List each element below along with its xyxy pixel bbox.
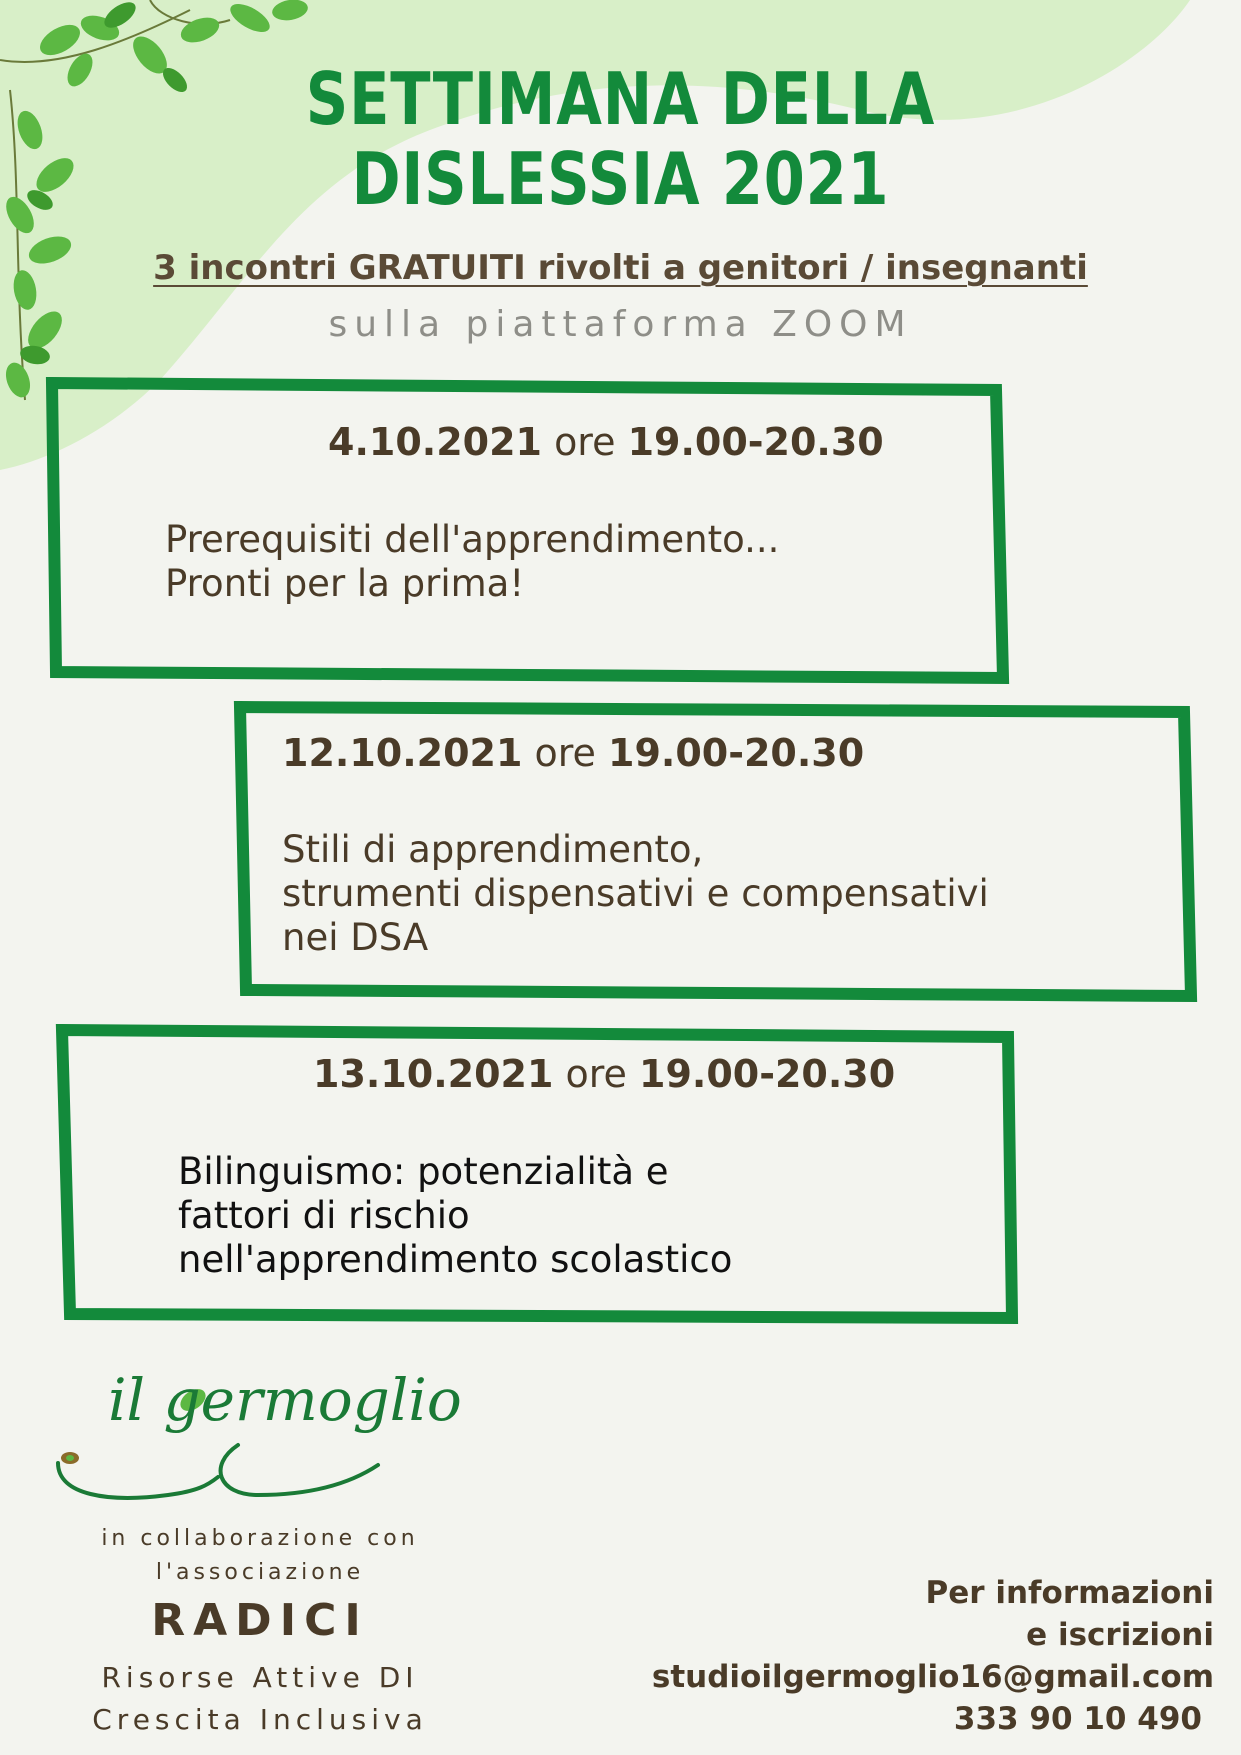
event-3-description <box>178 1150 732 1282</box>
event-3-line: nell'apprendimento scolastico <box>178 1238 733 1281</box>
acronym-line1: Risorse Attive DI <box>101 1661 419 1694</box>
contact-info <box>652 1572 1214 1740</box>
collab-line1: in collaborazione con <box>101 1526 419 1551</box>
event-1-description <box>165 518 779 606</box>
logo-text: il germoglio <box>108 1366 462 1434</box>
event-2-ore: ore <box>534 731 596 775</box>
email-link[interactable]: studioilgermoglio16@gmail.com <box>651 1659 1214 1695</box>
event-2-date: 12.10.2021 <box>282 731 523 775</box>
page-title-line1: SETTIMANA DELLA <box>305 57 936 141</box>
event-2-datetime <box>282 731 864 775</box>
event-3-date: 13.10.2021 <box>313 1052 554 1096</box>
page-title-line2: DISLESSIA 2021 <box>351 137 890 221</box>
subtitle: 3 incontri GRATUITI rivolti a genitori / insegnanti <box>153 248 1088 288</box>
event-1-time: 19.00-20.30 <box>627 420 884 464</box>
event-1-datetime <box>328 420 884 464</box>
event-2-time: 19.00-20.30 <box>608 731 865 775</box>
event-1-line: Prerequisiti dell'apprendimento... <box>165 518 780 561</box>
event-1-line: Pronti per la prima! <box>165 562 525 605</box>
info-line1: Per informazioni <box>925 1575 1214 1611</box>
event-2-description <box>282 828 989 960</box>
phone-number[interactable]: 333 90 10 490 <box>953 1701 1202 1737</box>
event-2-line: strumenti dispensativi e compensativi <box>282 872 989 915</box>
collab-line2: l'associazione <box>155 1560 365 1585</box>
event-1-date: 4.10.2021 <box>328 420 542 464</box>
acronym-line2: Crescita Inclusiva <box>92 1703 428 1736</box>
event-3-ore: ore <box>565 1052 627 1096</box>
event-3-line: Bilinguismo: potenzialità e <box>178 1150 669 1193</box>
sprout-logo-icon <box>48 1345 478 1505</box>
event-3-datetime <box>313 1052 895 1096</box>
event-2-line: nei DSA <box>282 916 429 959</box>
event-2-line: Stili di apprendimento, <box>282 828 704 871</box>
event-3-time: 19.00-20.30 <box>639 1052 896 1096</box>
platform-line: sulla piattaforma ZOOM <box>328 304 913 345</box>
association-name: RADICI <box>151 1595 369 1646</box>
info-line2: e iscrizioni <box>1026 1617 1214 1653</box>
event-1-ore: ore <box>554 420 616 464</box>
event-3-line: fattori di rischio <box>178 1194 470 1237</box>
